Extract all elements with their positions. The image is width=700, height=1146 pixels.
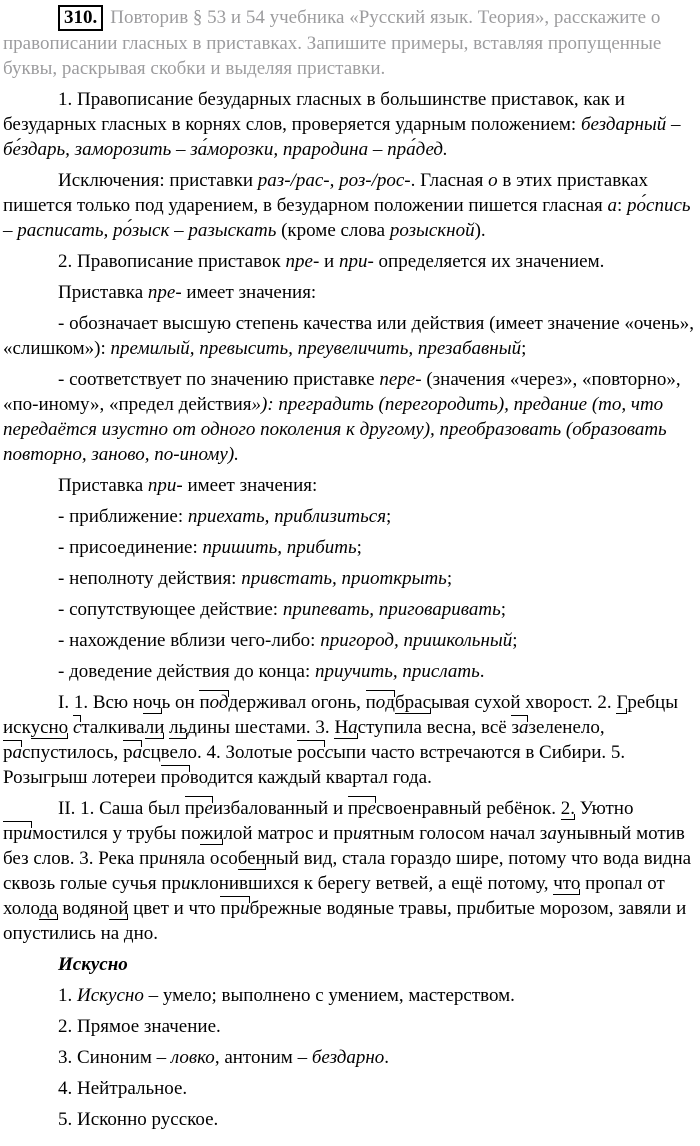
word-item-2: 2. Прямое значение. — [58, 1016, 221, 1037]
pri-meaning-2: - присоединение: пришить, прибить; — [58, 537, 362, 558]
word-heading: Искусно — [58, 954, 128, 975]
task-header — [3, 5, 697, 81]
task-instruction: Повторив § 53 и 54 учебника «Русский язык. Теория», расскажите о правописании гласных в приставках. Запишите примеры, вставляя пропущенные буквы, раскрывая скобки и выделяя приставки. — [3, 7, 662, 79]
pre-meanings-intro: Приставка пре- имеет значения: — [58, 282, 317, 303]
word-item-3: 3. Синоним – ловко, антоним – бездарно. — [58, 1047, 390, 1068]
pri-meanings-intro: Приставка при- имеет значения: — [58, 475, 318, 496]
document-body — [3, 87, 697, 1132]
rule-2: 2. Правописание приставок пре- и при- определяется их значением. — [58, 251, 605, 272]
pri-meaning-1: - приближение: приехать, приблизиться; — [58, 506, 392, 527]
task-number-box: 310. — [58, 5, 103, 31]
pri-meaning-3: - неполноту действия: привстать, приоткрыть; — [58, 568, 453, 589]
word-item-4: 4. Нейтральное. — [58, 1078, 188, 1099]
pre-meaning-2: - соответствует по значению приставке пере- (значения «через», «повторно», «по-иному», «предел действия»): преградить (перегородить), предание (то, что передаётся изустно от одного поколения к другому), преобразовать (образовать повторно, заново, по-иному). — [3, 369, 681, 465]
rule-1: 1. Правописание безударных гласных в большинстве приставок, как и безударных гласных в корнях слов, проверяется ударным положением: бездарный – бе́здарь, заморозить – за́морозки, прародина – пра́дед. — [3, 89, 681, 160]
word-item-1: 1. Искусно – умело; выполнено с умением, мастерством. — [58, 985, 515, 1006]
exercise-part-1: I. 1. Всю ночь он поддерживал огонь, подбрасывая сухой хворост. 2. Гребцы искусно сталкивали льдины шестами. 3. Наступила весна, всё зазеленело, распустилось, расцвело. 4. Золотые россыпи часто встречаются в Сибири. 5. Розыгрыш лотереи проводится каждый квартал года. — [3, 692, 678, 788]
pri-meaning-4: - сопутствующее действие: припевать, приговаривать; — [58, 599, 507, 620]
word-item-5: 5. Исконно русское. — [58, 1109, 219, 1130]
pri-meaning-6: - доведение действия до конца: приучить, прислать. — [58, 661, 485, 682]
exercise-part-2: II. 1. Саша был преизбалованный и пресвоенравный ребёнок. 2. Уютно примостился у трубы пожилой матрос и приятным голосом начал заунывный мотив без слов. 3. Река приняла особенный вид, стала гораздо шире, потому что вода видна сквозь голые сучья приклонившихся к берегу ветвей, а ещё потому, что пропал от холода водяной цвет и что прибрежные водяные травы, прибитые морозом, завяли и опустились на дно. — [3, 798, 692, 944]
pri-meaning-5: - нахождение вблизи чего-либо: пригород, пришкольный; — [58, 630, 518, 651]
rule-exceptions: Исключения: приставки раз-/рас-, роз-/рос-. Гласная о в этих приставках пишется только под ударением, в безударном положении пишется гласная а: ро́спись – расписать, ро́зыск – разыскать (кроме слова розыскной). — [3, 170, 691, 241]
pre-meaning-1: - обозначает высшую степень качества или действия (имеет значение «очень», «слишком»): премилый, превысить, преувеличить, презабавный; — [3, 313, 694, 359]
